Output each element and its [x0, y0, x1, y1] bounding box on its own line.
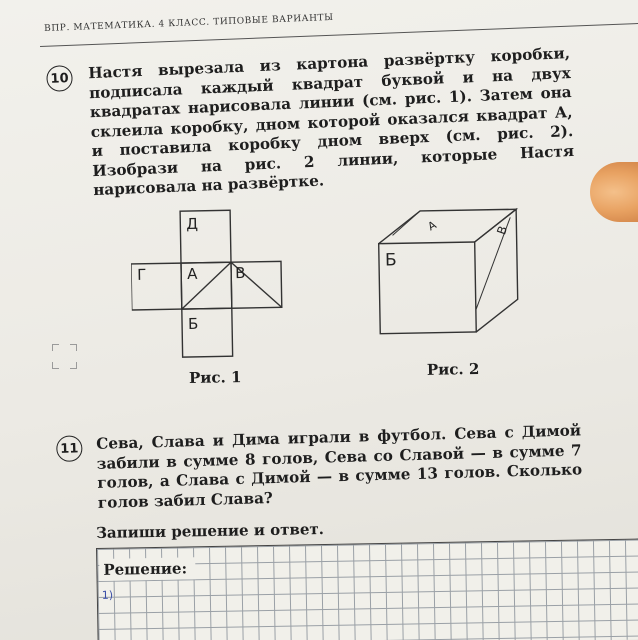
net-label-left: Г [137, 265, 147, 284]
figures-area [130, 199, 533, 396]
net-label-center: А [187, 264, 198, 284]
task-number-badge: 10 [46, 65, 73, 92]
box-net [130, 209, 283, 358]
crop-mark [70, 362, 77, 369]
solution-grid[interactable] [96, 538, 638, 640]
figure-1-caption: Рис. 1 [188, 368, 242, 387]
task-text: Сева, Слава и Дима играли в футбол. Сева с Димой забили в сумме 8 голов, Сева со Славой — в сумме 7 голов, а Слава с Димой — в сумме 13 голов. Сколько голов забил Слава? [95, 421, 583, 512]
crop-mark [52, 344, 59, 351]
finger-thumb [590, 162, 638, 222]
net-label-right: В [235, 263, 246, 283]
answer-prompt: Запиши решение и ответ. [96, 520, 325, 542]
net-label-bottom: Б [187, 314, 199, 334]
figure-2-caption: Рис. 2 [426, 359, 480, 379]
cube-label-front: Б [384, 250, 397, 271]
task-text: Настя вырезала из картона развёртку коробки, подписала каждый квадрат буквой и на двух квадратах нарисовала линии (см. рис. 1). Затем она склеила коробку, дном которой оказался квадрат А, и поставила коробку дном вверх (см. рис. 2). Изобрази на рис. 2 линии, которые Настя нарисовала на развёртке. [87, 44, 575, 200]
crop-mark [70, 344, 77, 351]
handwritten-note: 1) [101, 588, 114, 602]
page-header: ВПР. МАТЕМАТИКА. 4 КЛАСС. ТИПОВЫЕ ВАРИАНТЫ [44, 12, 334, 34]
cube-label-side: В [494, 224, 511, 237]
task-number-badge: 11 [56, 435, 83, 462]
net-label-top: Д [186, 214, 199, 234]
crop-mark [52, 362, 59, 369]
cube-drawn-line-top [392, 211, 420, 235]
cube-label-top: А [425, 218, 439, 234]
solution-label: Решение: [99, 557, 195, 581]
